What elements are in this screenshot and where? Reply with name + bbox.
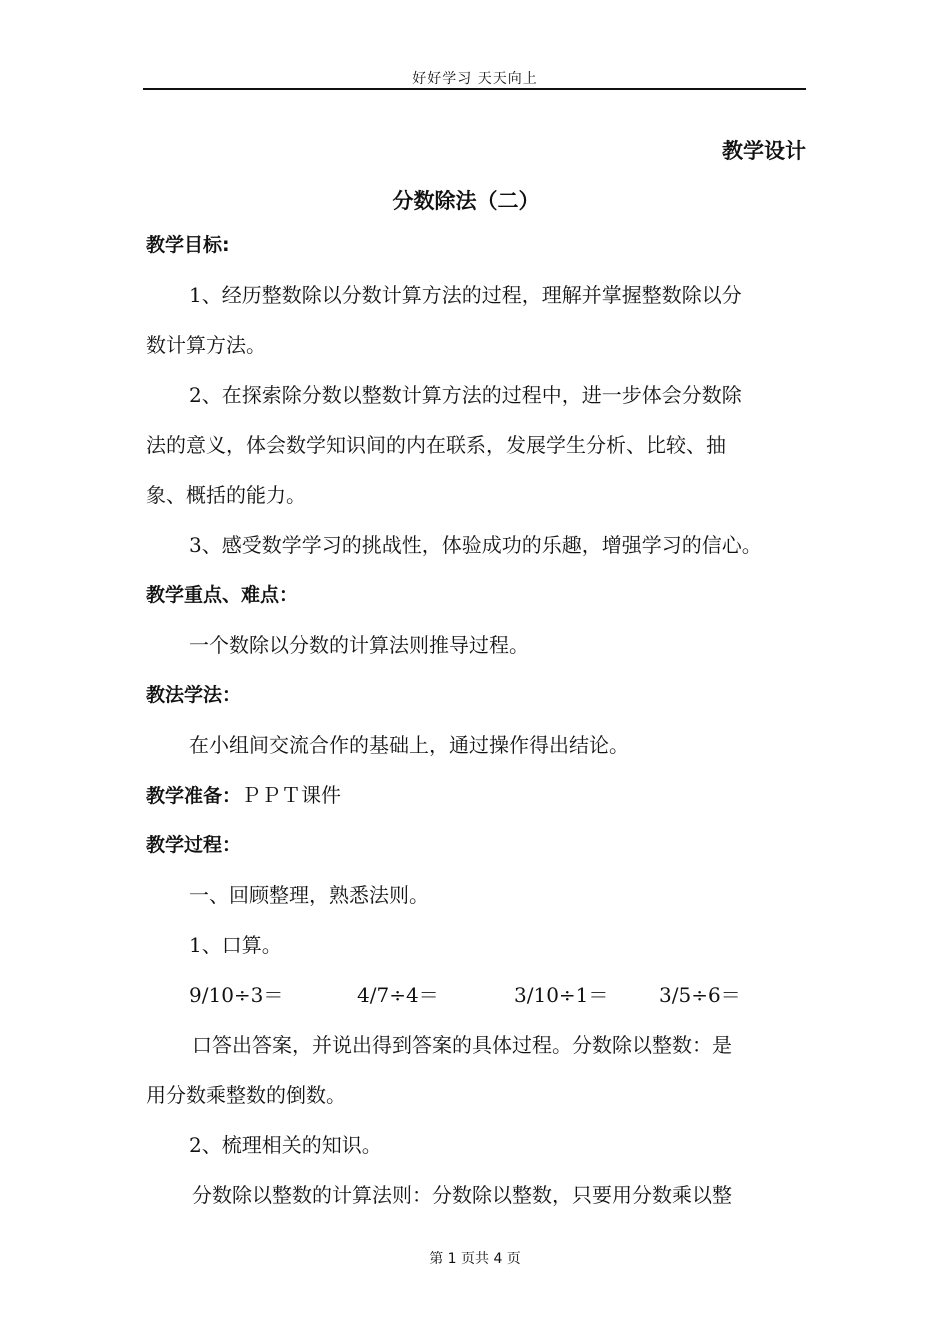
paragraph-line: 口答出答案，并说出得到答案的具体过程。分数除以整数：是 [192,1033,732,1057]
preparation-value: ＰＰＴ课件 [241,783,342,807]
mental-math-row [146,970,810,1020]
paragraph-line: 法的意义，体会数学知识间的内在联系，发展学生分析、比较、抽 [146,433,726,457]
paragraph-line: 2、在探索除分数以整数计算方法的过程中，进一步体会分数除 [189,383,742,407]
paragraph-line: 3、感受数学学习的挑战性，体验成功的乐趣，增强学习的信心。 [189,533,762,557]
preparation-label: 教学准备： [146,785,242,807]
page-header: 好好学习 天天向上 [412,71,538,87]
section-heading-methods: 教法学法： [146,684,242,706]
section-heading-process: 教学过程： [146,834,242,856]
math-problem: 3/5÷6＝ [659,983,741,1007]
document-title: 分数除法（二） [392,189,540,213]
math-problem: 9/10÷3＝ [189,983,284,1007]
paragraph-line: 一个数除以分数的计算法则推导过程。 [189,633,529,657]
paragraph-line: 用分数乘整数的倒数。 [146,1083,346,1107]
document-type-label: 教学设计 [722,139,806,163]
paragraph-line: 一、回顾整理，熟悉法则。 [189,883,429,907]
section-heading-key-points: 教学重点、难点： [146,584,299,606]
paragraph-line: 2、梳理相关的知识。 [189,1133,382,1157]
math-problem: 3/10÷1＝ [514,983,609,1007]
paragraph-line: 数计算方法。 [146,333,266,357]
paragraph-line: 1、经历整数除以分数计算方法的过程，理解并掌握整数除以分 [189,283,742,307]
paragraph-line: 象、概括的能力。 [146,483,306,507]
header-divider [143,88,806,90]
paragraph-line: 1、口算。 [189,933,282,957]
section-heading-objectives: 教学目标: [146,234,230,256]
math-problem: 4/7÷4＝ [357,983,439,1007]
preparation-line [146,770,810,820]
document-body [146,132,810,1220]
page-footer: 第 1 页共 4 页 [429,1251,521,1267]
paragraph-line: 分数除以整数的计算法则：分数除以整数，只要用分数乘以整 [192,1183,732,1207]
paragraph-line: 在小组间交流合作的基础上，通过操作得出结论。 [189,733,629,757]
